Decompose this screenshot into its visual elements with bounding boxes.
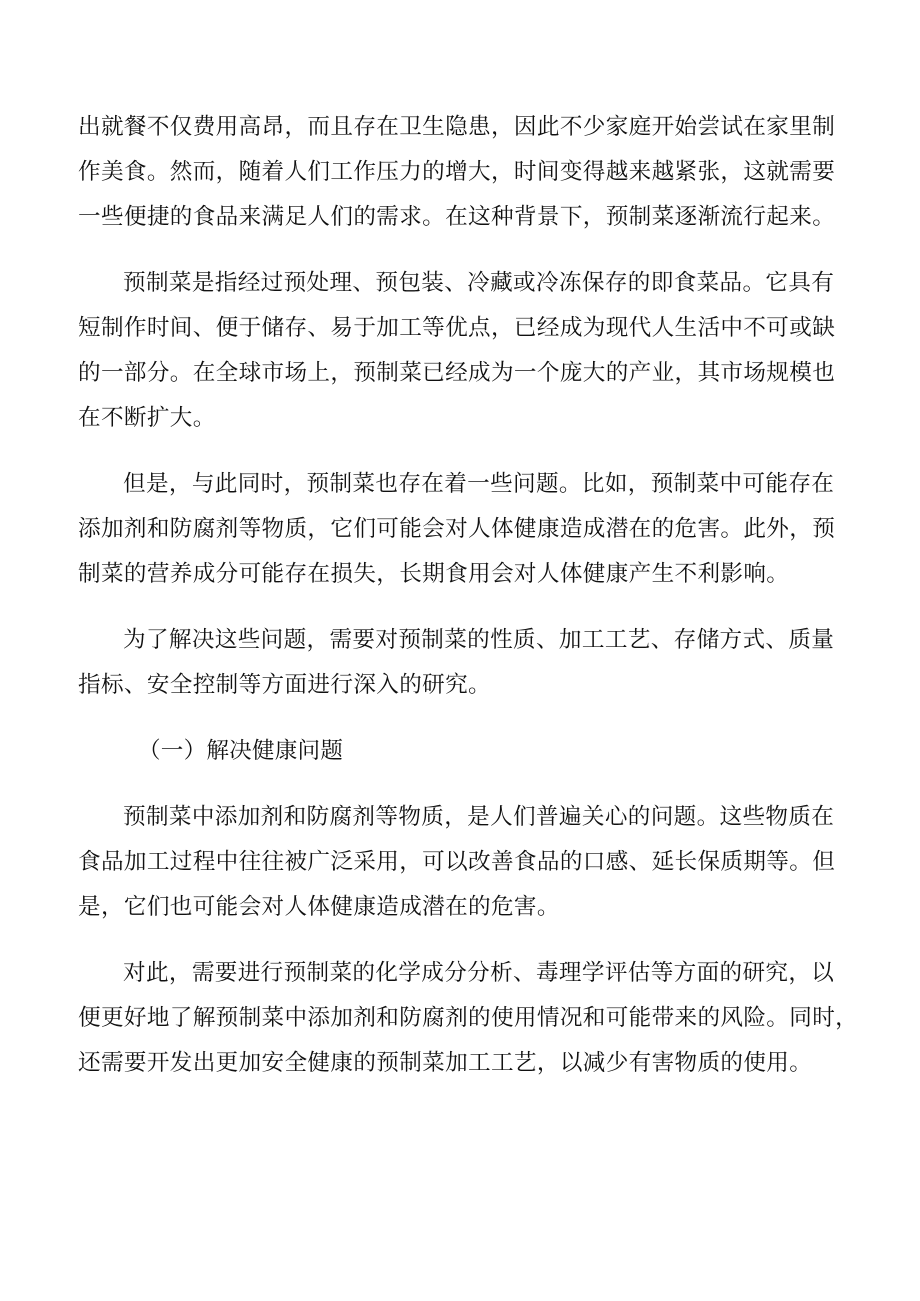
text-line: 但是，与此同时，预制菜也存在着一些问题。比如，预制菜中可能存在 (123, 471, 835, 497)
text-line: 在不断扩大。 (78, 405, 216, 431)
paragraph-dining-background (78, 105, 840, 240)
text-line: 的一部分。在全球市场上，预制菜已经成为一个庞大的产业，其市场规模也 (78, 360, 836, 386)
paragraph-definition (78, 261, 840, 441)
text-line: 便更好地了解预制菜中添加剂和防腐剂的使用情况和可能带来的风险。同时， (78, 1005, 859, 1031)
text-line: 预制菜中添加剂和防腐剂等物质，是人们普遍关心的问题。这些物质在 (123, 804, 835, 830)
paragraph-research-need (78, 618, 840, 708)
text-line: 作美食。然而，随着人们工作压力的增大，时间变得越来越紧张，这就需要 (78, 159, 836, 185)
text-line: 添加剂和防腐剂等物质，它们可能会对人体健康造成潜在的危害。此外，预 (78, 516, 836, 542)
text-line: 对此，需要进行预制菜的化学成分分析、毒理学评估等方面的研究，以 (123, 960, 835, 986)
text-line: 为了解决这些问题，需要对预制菜的性质、加工工艺、存储方式、质量 (123, 627, 835, 653)
section-heading: （一）解决健康问题 (138, 738, 344, 764)
text-line: 指标、安全控制等方面进行深入的研究。 (78, 672, 491, 698)
text-line: 制菜的营养成分可能存在损失，长期食用会对人体健康产生不利影响。 (78, 561, 790, 587)
paragraph-additives (78, 795, 840, 930)
paragraph-analysis (78, 951, 859, 1086)
text-line: 一些便捷的食品来满足人们的需求。在这种背景下，预制菜逐渐流行起来。 (78, 204, 836, 230)
text-line: 食品加工过程中往往被广泛采用，可以改善食品的口感、延长保质期等。但 (78, 849, 836, 875)
text-line: 是，它们也可能会对人体健康造成潜在的危害。 (78, 894, 560, 920)
text-line: 出就餐不仅费用高昂，而且存在卫生隐患，因此不少家庭开始尝试在家里制 (78, 114, 836, 140)
text-line: 还需要开发出更加安全健康的预制菜加工工艺，以减少有害物质的使用。 (78, 1050, 813, 1076)
text-line: 预制菜是指经过预处理、预包装、冷藏或冷冻保存的即食菜品。它具有 (123, 270, 835, 296)
paragraph-problems (78, 462, 840, 597)
document-body (78, 105, 859, 1107)
text-line: 短制作时间、便于储存、易于加工等优点，已经成为现代人生活中不可或缺 (78, 315, 836, 341)
